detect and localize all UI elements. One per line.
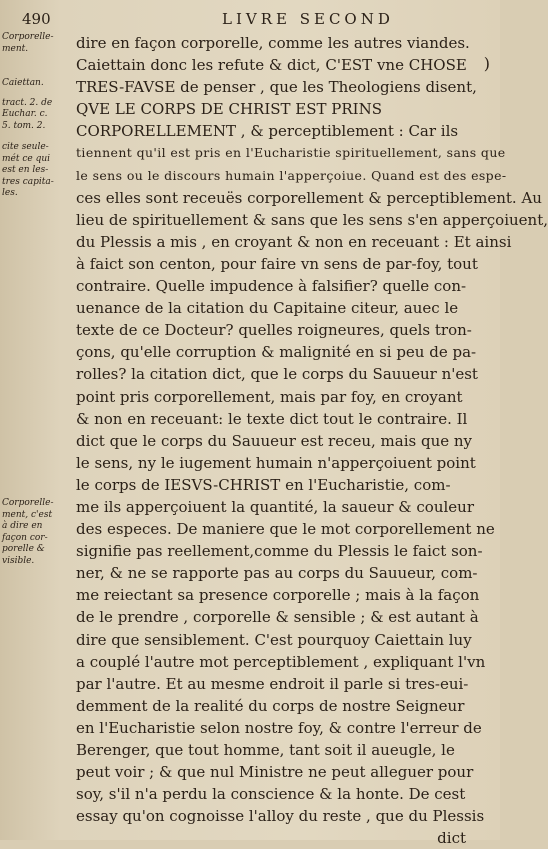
text-line: le sens, ny le iugement humain n'apperçoiuent point: [76, 453, 476, 472]
text-line: & non en receuant: le texte dict tout le contraire. Il: [76, 409, 468, 428]
text-line: soy, s'il n'a perdu la conscience & la honte. De cest: [76, 785, 466, 804]
text-line: essay qu'on cognoisse l'alloy du reste , que du Plessis: [76, 807, 485, 826]
margin-line: tres capita-: [2, 176, 54, 187]
text-line: à faict son centon, pour faire vn sens de par-foy, tout: [76, 254, 478, 273]
margin-line: les.: [2, 188, 18, 198]
text-line: CORPORELLEMENT , & perceptiblement : Car ils: [76, 122, 459, 141]
text-line: dire en façon corporelle, comme les autres viandes.: [76, 34, 470, 52]
text-line: point pris corporellement, mais par foy, en croyant: [76, 387, 463, 406]
text-line: me reiectant sa presence corporelle ; mais à la façon: [76, 586, 480, 605]
text-line: ner, & ne se rapporte pas au corps du Sauueur, com-: [76, 564, 478, 583]
text-line: rolles? la citation dict, que le corps du Sauueur n'est: [76, 365, 478, 384]
margin-line: Corporelle-: [2, 32, 54, 42]
margin-note-corporellement: [2, 32, 68, 55]
margin-line: ment, c'est: [2, 509, 53, 520]
margin-line: ment.: [2, 43, 29, 54]
text-line: dire que sensiblement. C'est pourquoy Caiettain luy: [76, 630, 472, 649]
margin-line: visible.: [2, 555, 35, 566]
edge-mark: ): [483, 54, 490, 73]
text-line: contraire. Quelle impudence à falsifier? quelle con-: [76, 277, 467, 296]
page-number: 490: [22, 10, 51, 28]
main-text: [76, 32, 548, 849]
margin-line: tract. 2. de: [2, 97, 53, 108]
running-title: LIVRE SECOND: [222, 10, 394, 28]
text-line: de le prendre , corporelle & sensible ; & est autant à: [76, 608, 479, 627]
text-line: Caiettain donc les refute & dict, C'EST vne CHOSE: [76, 56, 467, 75]
text-line: ces elles sont receuës corporellement & perceptiblement. Au: [76, 188, 542, 207]
text-line: le corps de IESVS-CHRIST en l'Eucharistie, com-: [76, 475, 451, 494]
text-line: a couplé l'autre mot perceptiblement , expliquant l'vn: [76, 652, 486, 671]
margin-line: à dire en: [2, 521, 43, 531]
margin-line: porelle &: [2, 544, 45, 554]
text-line: des especes. De maniere que le mot corporellement ne: [76, 520, 495, 539]
margin-line: façon cor-: [2, 532, 48, 543]
text-line: çons, qu'elle corruption & malignité en si peu de pa-: [76, 343, 477, 362]
margin-line: Euchar. c.: [2, 109, 48, 119]
margin-line: Corporelle-: [2, 498, 54, 508]
text-line: en l'Eucharistie selon nostre foy, & contre l'erreur de: [76, 718, 482, 737]
text-line: signifie pas reellement,comme du Plessis le faict son-: [76, 542, 483, 561]
margin-line: Caiettan.: [2, 78, 44, 88]
margin-line: 5. tom. 2.: [2, 120, 46, 131]
margin-note-corporellement-visible: [2, 498, 68, 567]
text-line: tiennent qu'il est pris en l'Eucharistie spirituellement, sans que: [76, 145, 506, 161]
margin-line: cite seule-: [2, 142, 49, 152]
text-line: Berenger, que tout homme, tant soit il aueugle, le: [76, 741, 455, 759]
text-line: du Plessis a mis , en croyant & non en receuant : Et ainsi: [76, 232, 512, 251]
margin-note-caiettan: [2, 78, 68, 200]
catchword: dict: [437, 829, 466, 848]
margin-line: est en les-: [2, 165, 49, 175]
text-line: le sens ou le discours humain l'apperçoiue. Quand est des espe-: [76, 167, 507, 183]
text-line: demment de la realité du corps de nostre Seigneur: [76, 696, 465, 715]
text-line: me ils apperçoiuent la quantité, la saueur & couleur: [76, 497, 474, 516]
text-line: QVE LE CORPS DE CHRIST EST PRINS: [76, 100, 383, 119]
margin-line: mét ce qui: [2, 153, 51, 164]
text-line: dict que le corps du Sauueur est receu, mais que ny: [76, 431, 473, 450]
text-line: peut voir ; & que nul Ministre ne peut alleguer pour: [76, 763, 474, 782]
text-line: lieu de spirituellement & sans que les sens s'en apperçoiuent,: [76, 210, 548, 229]
text-line: texte de ce Docteur? quelles roigneures, quels tron-: [76, 321, 472, 340]
text-line: TRES-FAVSE de penser , que les Theologiens disent,: [76, 78, 477, 97]
text-line: uenance de la citation du Capitaine citeur, auec le: [76, 299, 459, 318]
text-line: par l'autre. Et au mesme endroit il parle si tres-eui-: [76, 674, 469, 693]
